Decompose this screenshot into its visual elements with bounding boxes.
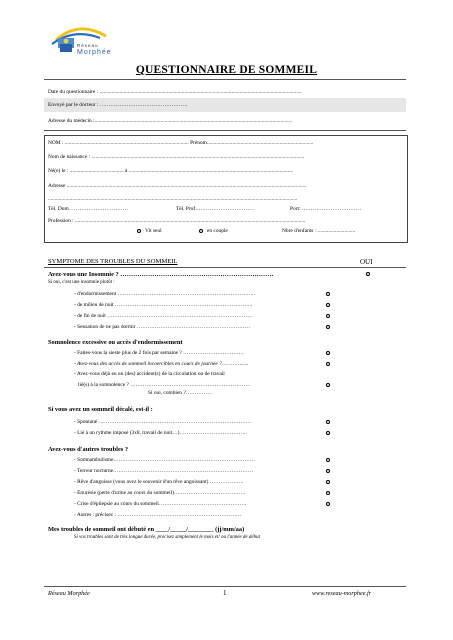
debut-field[interactable]: Mes troubles de sommeil ont débuté en ____/_____/________ (jj/mm/aa) — [48, 526, 245, 533]
address-field-2[interactable]: ......................................................................................................................................................................................... — [48, 196, 298, 202]
somnolence-item: - Avez-vous des accès de sommeil incoercibles en cours de journée ?…………….. — [74, 361, 249, 367]
insomnie-question: Avez-vous une Insomnie ? ……………………………………………………………… — [48, 271, 274, 278]
enuresie-radio[interactable] — [326, 491, 330, 495]
nom-field[interactable]: NOM : ............................................................................................ Prénom............................................................................... — [48, 140, 314, 146]
autres-item: - Rêve d'angoisse (vous avez le souvenir d'un rêve angoissant) ………………. — [74, 479, 244, 485]
identity-box — [44, 135, 408, 243]
page-number: 1 — [223, 589, 227, 597]
autres-item: - Terreur nocturne…………………………………………………………………… — [74, 468, 254, 474]
en-couple-label: en couple — [207, 228, 228, 234]
tel-prof-field[interactable]: Tél. Prof…………………………… — [176, 206, 255, 212]
decale-item: - Lié à un rythme imposé (3x8, travail de nuit…)……………………………….. — [74, 430, 247, 436]
autres-item: - Somnambulisme……………………………………………………………………. — [74, 457, 255, 463]
footer-url[interactable]: www.reseau-morphee.fr — [312, 590, 372, 597]
somnolence-title: Somnolence excessive ou accès d'endormissement — [48, 339, 183, 346]
insomnie-milieu-radio[interactable] — [326, 303, 330, 307]
reve-angoisse-radio[interactable] — [326, 480, 330, 484]
title-rule — [44, 79, 406, 80]
somnolence-item: - Faites-vous la sieste plus de 2 fois par semaine ? ……………………………. — [74, 350, 244, 356]
somnolence-item: lié(s) à la somnolence ? …………………………………………………………. — [78, 382, 251, 388]
page-title: QUESTIONNAIRE DE SOMMEIL — [135, 64, 318, 76]
symptoms-rule — [44, 267, 406, 268]
spontane-radio[interactable] — [326, 420, 330, 424]
insomnie-sensation-radio[interactable] — [326, 325, 330, 329]
debut-note: Si vos troubles sont de très longue durée, précisez simplement le mois et/ ou l'année de début — [74, 535, 260, 540]
epilepsie-radio[interactable] — [326, 502, 330, 506]
vit-seul-label: Vit seul — [145, 228, 162, 234]
address-field[interactable]: Adresse .................................................................................................................................................................................. — [48, 183, 307, 189]
date-field[interactable]: Date du questionnaire : ...................................................................................................................................................... — [48, 89, 302, 95]
logo-line1: Réseau — [77, 43, 99, 48]
rythme-impose-radio[interactable] — [326, 431, 330, 435]
somnambulisme-radio[interactable] — [326, 458, 330, 462]
logo-line2: Morphée — [77, 49, 112, 56]
sender-field[interactable]: Envoyé par le docteur : …………………………………………. — [48, 102, 188, 108]
terreur-radio[interactable] — [326, 469, 330, 473]
insomnie-endormissement-radio[interactable] — [326, 292, 330, 296]
oui-header: OUI — [360, 258, 373, 266]
insomnie-sub: Si oui, c'est une insomnie plutôt : — [48, 280, 115, 285]
accident-radio[interactable] — [326, 383, 330, 387]
enfants-field[interactable]: Nbre d'enfants : ............................ — [282, 228, 356, 234]
sieste-radio[interactable] — [326, 351, 330, 355]
autres-title: Avez-vous d'autres troubles ? — [48, 446, 129, 453]
decale-item: - Spontané …………………………………………………………………………. — [74, 419, 251, 425]
birth-field[interactable]: Né(e) le : ........................................ à .......................................................................................................................... — [48, 168, 294, 174]
footer-rule — [44, 586, 406, 587]
naissance-field[interactable]: Nom de naissance : .............................................................................................................................................................. — [48, 154, 305, 160]
acces-sommeil-radio[interactable] — [326, 362, 330, 366]
insomnie-item: - de fin de nuit ……………………………………………………………………… — [74, 313, 253, 319]
port-field[interactable]: Port: …………………………… — [290, 206, 362, 212]
insomnie-item: - d'endormissement ………………………………………………………………….. — [74, 291, 255, 297]
symptoms-title: SYMPTOME DES TROUBLES DU SOMMEIL — [48, 258, 178, 265]
insomnie-fin-radio[interactable] — [326, 314, 330, 318]
section-rule — [44, 130, 406, 131]
insomnie-item: - Sensation de ne pas dormir ……………………………………………………… — [74, 324, 251, 330]
footer-left: Réseau Morphée — [48, 590, 90, 597]
reseau-morphee-logo — [44, 22, 114, 64]
insomnie-item: - de milieu de nuit ………………………………………………………………….. — [74, 302, 253, 308]
profession-field[interactable]: Profession : ........................................................................................................................................................................... — [48, 218, 306, 224]
decale-title: Si vous avez un sommeil décalé, est-il : — [48, 406, 153, 413]
autres-item: - Crise d'épilepsie au cours du sommeil…………………………………………. — [74, 501, 247, 507]
doctor-address-field[interactable]: Adresse du médecin :................................................................................................................................................... — [48, 118, 293, 124]
combien-field[interactable]: Si oui, combien ?…………… — [148, 390, 213, 396]
autres-precisez-field[interactable]: - Autres : précisez : …………………………………………………………… — [74, 512, 242, 518]
somnolence-item: - Avez-vous déjà eu un (des) accident(s) de la circulation ou de travail — [74, 371, 225, 377]
tel-dom-field[interactable]: Tél. Dom. . ………………………… — [48, 206, 128, 212]
insomnie-radio[interactable] — [366, 272, 370, 276]
autres-item: - Énurésie (perte d'urine au cours du sommeil)…………………………………. — [74, 490, 246, 496]
